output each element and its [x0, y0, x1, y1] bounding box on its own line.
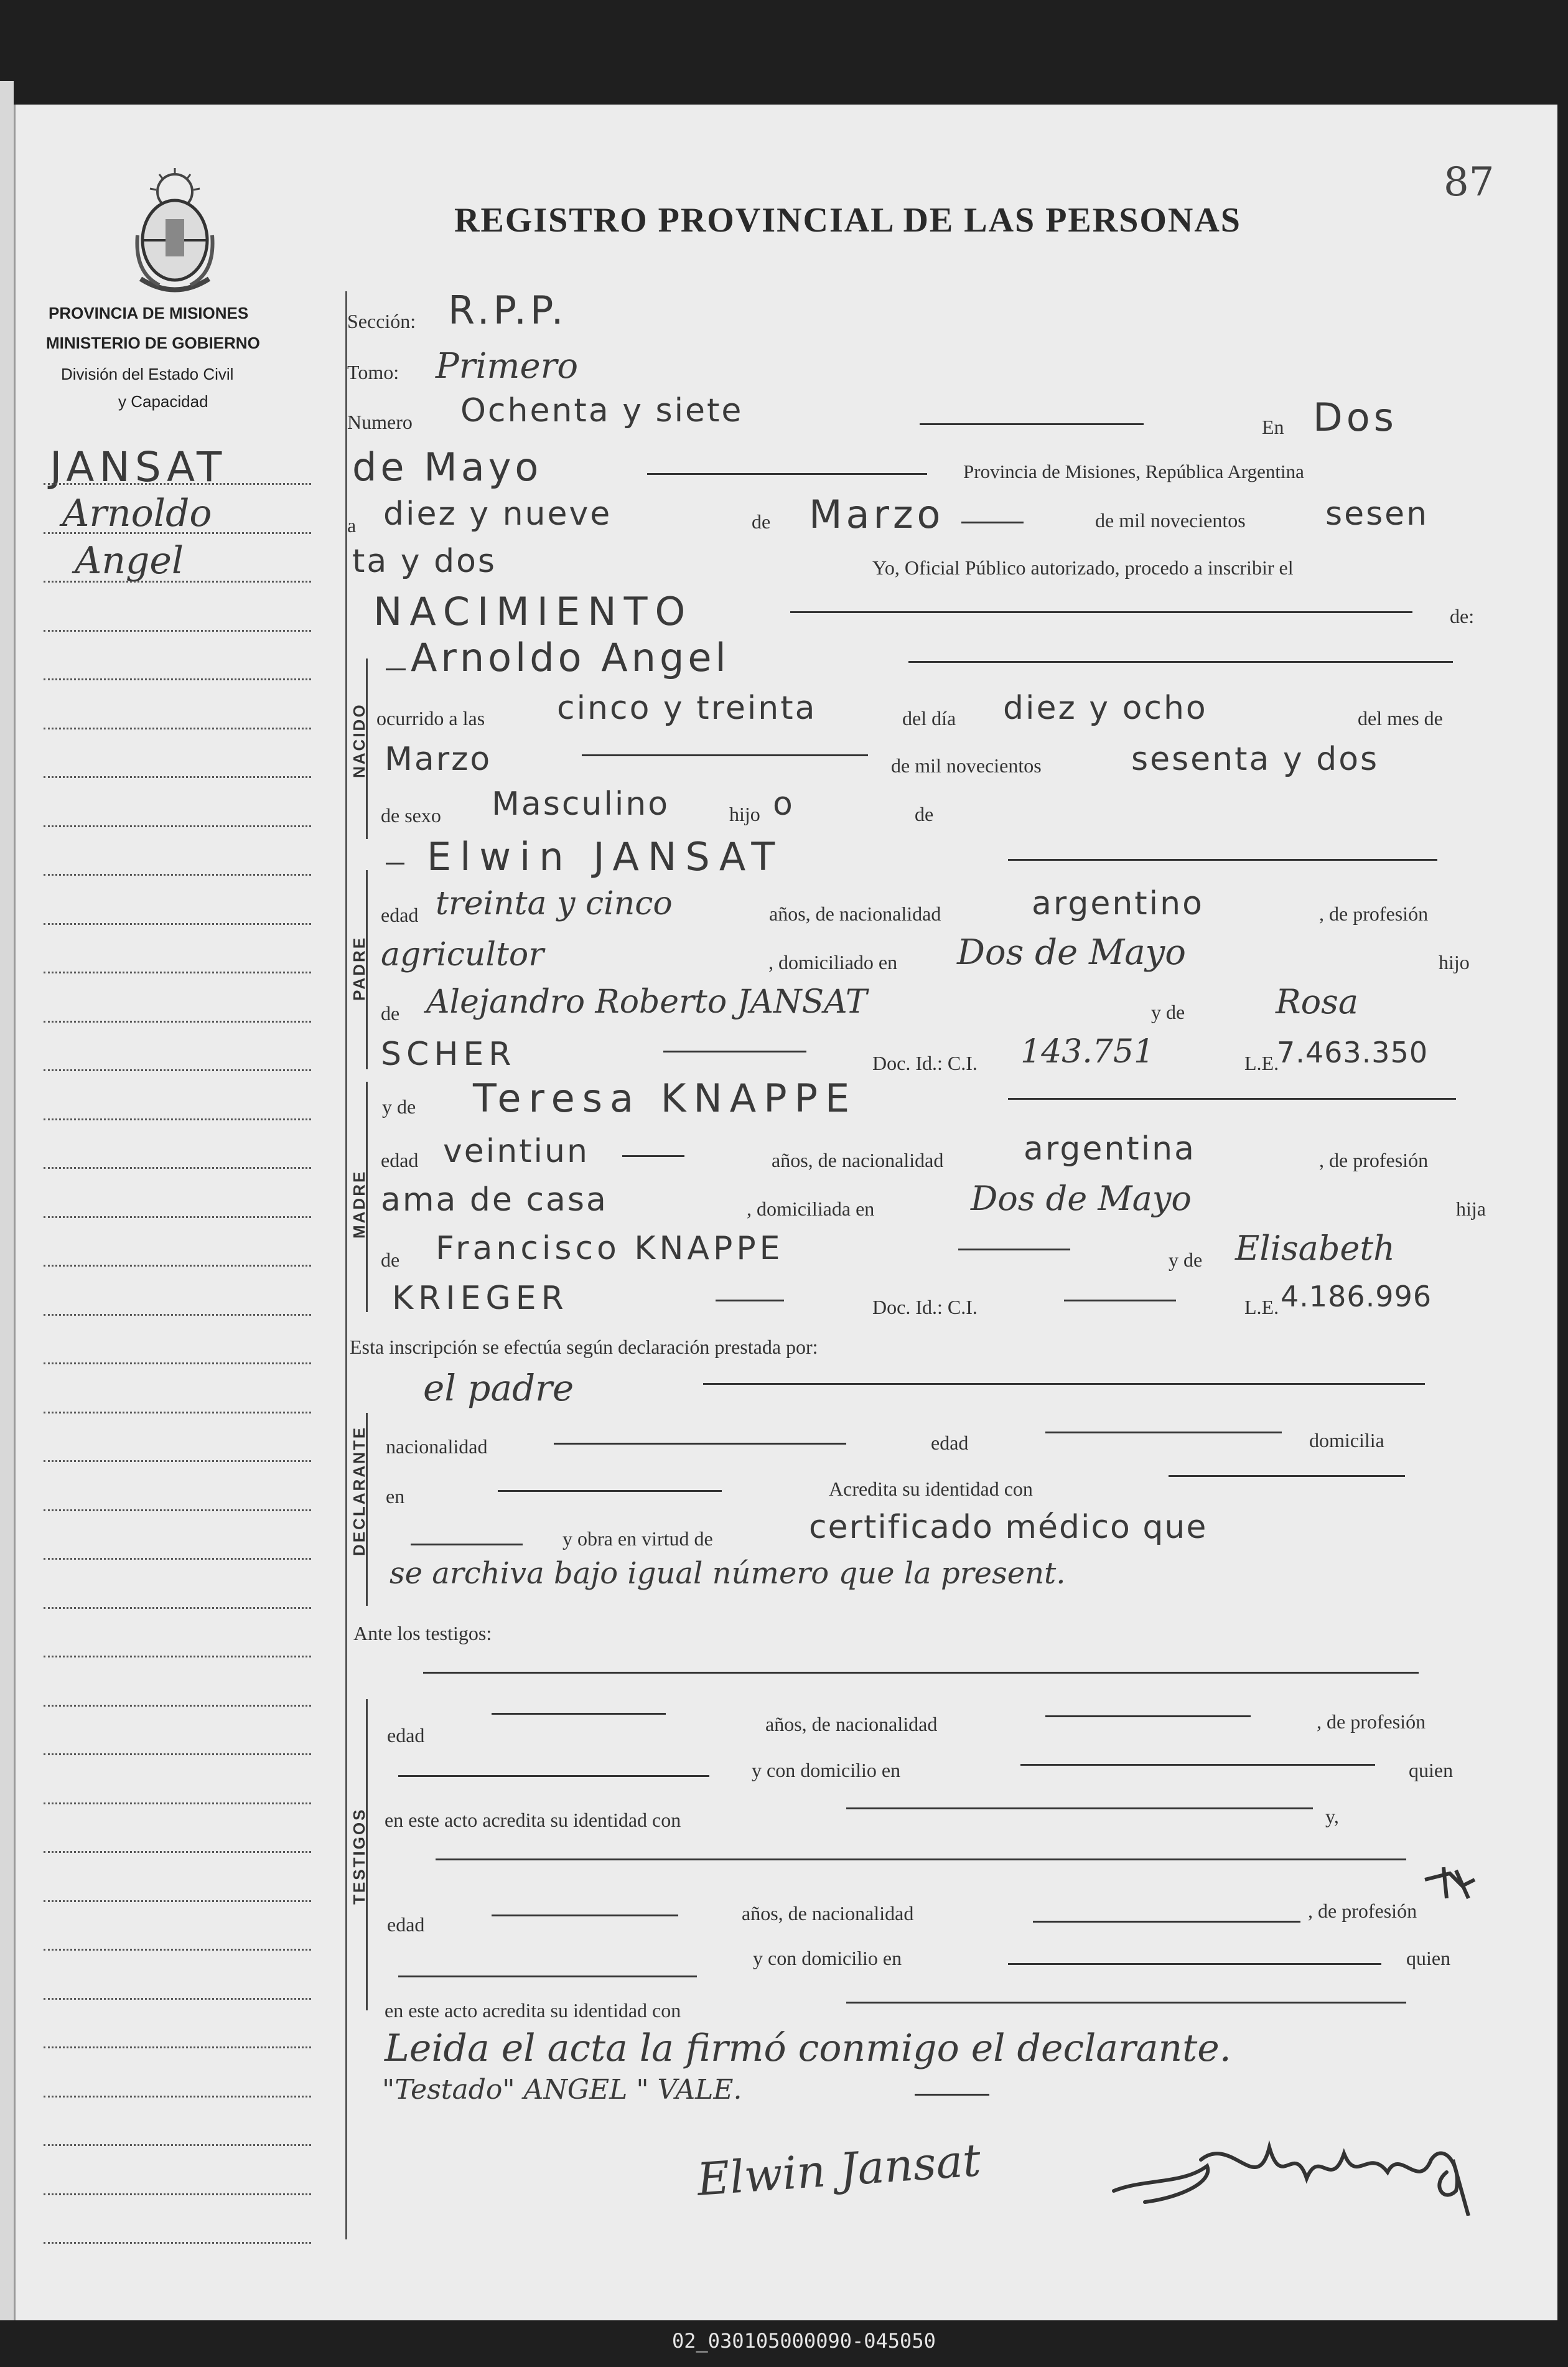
margin-rule	[44, 1558, 311, 1560]
value-nombre: Arnoldo Angel	[411, 635, 730, 680]
label-acredita-t2: en este acto acredita su identidad con	[385, 1999, 681, 2022]
value-abuelo-mat: Francisco KNAPPE	[436, 1230, 784, 1267]
label-anos-nac-t2: años, de nacionalidad	[742, 1902, 914, 1924]
value-seccion: R.P.P.	[448, 288, 567, 333]
value-dia-nac: diez y ocho	[1003, 690, 1208, 727]
label-en-declarante: en	[386, 1485, 405, 1507]
margin-rule	[44, 2144, 311, 2146]
margin-second-name: Angel	[75, 539, 184, 583]
margin-rule	[44, 972, 311, 973]
value-abuela-mat-2: KRIEGER	[392, 1280, 569, 1317]
side-label-testigos: TESTIGOS	[350, 1807, 368, 1905]
margin-rule	[44, 923, 311, 925]
coat-of-arms-emblem	[122, 167, 228, 298]
label-de-3: de	[381, 1002, 400, 1024]
margin-rule	[44, 1705, 311, 1707]
value-padre-nombre: Elwin JANSAT	[427, 834, 784, 879]
value-madre-le: 4.186.996	[1281, 1280, 1432, 1313]
value-declarante: el padre	[423, 1367, 574, 1409]
label-del-mes: del mes de	[1358, 707, 1443, 729]
value-hijo-sufijo: o	[773, 785, 795, 823]
label-anos-nac-t1: años, de nacionalidad	[765, 1713, 938, 1735]
margin-surname: JANSAT	[50, 443, 227, 491]
label-doc-id-ci: Doc. Id.: C.I.	[872, 1052, 978, 1074]
margin-rule	[44, 1460, 311, 1462]
label-de-madre: de	[381, 1249, 400, 1271]
margin-rule	[44, 1802, 311, 1804]
value-padre-ci: 143.751	[1020, 1033, 1155, 1071]
margin-rule	[44, 1265, 311, 1267]
margin-rule	[44, 678, 311, 680]
value-madre-nombre: Teresa KNAPPE	[473, 1076, 857, 1121]
margin-rule	[44, 728, 311, 729]
label-prof-t2: , de profesión	[1308, 1900, 1417, 1922]
label-declaracion: Esta inscripción se efectúa según declaración prestada por:	[350, 1336, 818, 1358]
margin-rule	[44, 1412, 311, 1413]
label-en: En	[1262, 416, 1284, 438]
value-anio-1: sesen	[1325, 495, 1429, 533]
margin-rule	[44, 1607, 311, 1609]
value-madre-dom: Dos de Mayo	[971, 1179, 1192, 1218]
label-con-dom-t1: y con domicilio en	[752, 1759, 901, 1781]
label-le: L.E.	[1244, 1052, 1279, 1074]
label-ante-testigos: Ante los testigos:	[353, 1622, 492, 1644]
value-madre-edad: veintiun	[443, 1133, 589, 1170]
label-yo-oficial: Yo, Oficial Público autorizado, procedo a inscribir el	[872, 556, 1294, 579]
label-de-2: de	[915, 803, 934, 825]
margin-rule	[44, 2242, 311, 2244]
margin-rule	[44, 483, 311, 485]
value-virtud-1: certificado médico que	[809, 1509, 1208, 1546]
label-quien-t1: quien	[1409, 1759, 1454, 1781]
side-label-padre: PADRE	[350, 935, 368, 1001]
value-padre-prof: agricultor	[381, 936, 544, 973]
value-madre-nac: argentina	[1024, 1130, 1196, 1168]
header-division: División del Estado Civil	[61, 365, 234, 383]
value-anio-2: ta y dos	[352, 543, 497, 580]
margin-rule	[44, 1656, 311, 1657]
label-a: a	[347, 514, 357, 537]
margin-divider	[345, 291, 347, 2239]
label-domiciliado-en: , domiciliado en	[768, 951, 898, 973]
value-abuela-mat-1: Elisabeth	[1235, 1229, 1395, 1268]
value-acto: NACIMIENTO	[373, 589, 693, 634]
value-abuela-pat-1: Rosa	[1276, 982, 1359, 1021]
label-anos-nac-madre: años, de nacionalidad	[772, 1149, 944, 1171]
margin-rule	[44, 1900, 311, 1902]
margin-rule	[44, 1216, 311, 1218]
label-acredita-t1: en este acto acredita su identidad con	[385, 1809, 681, 1831]
label-nacionalidad: nacionalidad	[386, 1435, 488, 1458]
signature-declarante: Elwin Jansat	[695, 2134, 982, 2206]
header-division-2: y Capacidad	[118, 392, 208, 411]
value-cierre-1: Leida el acta la firmó conmigo el declarante.	[385, 2027, 1231, 2070]
label-del-dia: del día	[902, 707, 956, 729]
label-y-de: y de	[1151, 1001, 1185, 1023]
margin-rule	[44, 630, 311, 632]
value-cierre-2: "Testado" ANGEL " VALE.	[382, 2074, 742, 2106]
value-madre-prof: ama de casa	[381, 1181, 608, 1219]
label-y-t1: y,	[1325, 1805, 1339, 1827]
footer-document-id: 02_030105000090-045050	[672, 2329, 936, 2353]
label-y-de-madre: y de	[382, 1095, 416, 1118]
previous-page-edge	[0, 81, 14, 2322]
value-en-1: Dos	[1313, 395, 1398, 440]
label-de: de	[752, 510, 771, 533]
value-numero: Ochenta y siete	[460, 392, 744, 429]
margin-rule	[44, 874, 311, 876]
margin-rule	[44, 776, 311, 778]
margin-rule	[44, 1118, 311, 1120]
label-domiciliada-en: , domiciliada en	[747, 1198, 875, 1220]
value-dia-letras: diez y nueve	[383, 495, 612, 533]
label-tomo: Tomo:	[347, 361, 399, 383]
label-edad-declarante: edad	[931, 1432, 969, 1454]
label-acredita: Acredita su identidad con	[829, 1478, 1033, 1500]
margin-given-name: Arnoldo	[62, 492, 212, 535]
side-label-madre: MADRE	[350, 1169, 368, 1239]
margin-rule	[44, 2193, 311, 2195]
label-de-profesion-madre: , de profesión	[1319, 1149, 1429, 1171]
label-edad-t2: edad	[387, 1913, 425, 1936]
label-domicilia: domicilia	[1309, 1429, 1384, 1451]
side-label-declarante: DECLARANTE	[350, 1425, 368, 1556]
margin-rule	[44, 1021, 311, 1023]
page-number: 87	[1444, 159, 1495, 205]
value-hora: cinco y treinta	[557, 690, 817, 727]
label-edad-t1: edad	[387, 1724, 425, 1746]
value-padre-dom: Dos de Mayo	[957, 932, 1187, 973]
value-mes-nac: Marzo	[385, 741, 492, 778]
margin-rule	[44, 1362, 311, 1364]
value-padre-le: 7.463.350	[1277, 1036, 1429, 1069]
margin-rule	[44, 1069, 311, 1071]
value-en-2: de Mayo	[352, 444, 543, 490]
side-label-nacido: NACIDO	[350, 703, 368, 778]
label-provincia: Provincia de Misiones, República Argentina	[963, 461, 1304, 482]
label-obra-virtud: y obra en virtud de	[562, 1527, 713, 1550]
value-virtud-2: se archiva bajo igual número que la present.	[390, 1556, 1066, 1591]
margin-rule	[44, 1753, 311, 1755]
label-ocurrido: ocurrido a las	[376, 707, 485, 729]
label-seccion: Sección:	[347, 310, 416, 332]
label-doc-id-ci-madre: Doc. Id.: C.I.	[872, 1296, 978, 1318]
margin-rule	[44, 825, 311, 827]
value-anio-nac: sesenta y dos	[1131, 741, 1379, 778]
label-de-mil-novecientos: de mil novecientos	[891, 754, 1042, 777]
ink-blot-mark	[1412, 1855, 1487, 1911]
margin-rule	[44, 581, 311, 583]
margin-rule	[44, 1509, 311, 1511]
label-de-profesion: , de profesión	[1319, 902, 1429, 925]
label-numero: Numero	[347, 411, 413, 433]
value-padre-edad: treinta y cinco	[436, 885, 673, 922]
value-sexo: Masculino	[492, 785, 670, 823]
margin-rule	[44, 2096, 311, 2097]
label-de-sexo: de sexo	[381, 804, 441, 827]
margin-rule	[44, 1851, 311, 1853]
margin-rule	[44, 532, 311, 534]
label-hijo-2: hijo	[1439, 951, 1470, 973]
label-y-de-madre-2: y de	[1169, 1249, 1203, 1271]
label-de-colon: de:	[1450, 605, 1475, 627]
label-prof-t1: , de profesión	[1317, 1710, 1426, 1733]
margin-rule	[44, 1314, 311, 1316]
value-mes: Marzo	[809, 492, 945, 537]
margin-rule	[44, 1167, 311, 1169]
header-ministry: MINISTERIO DE GOBIERNO	[46, 334, 260, 352]
label-hijo: hijo	[729, 803, 760, 825]
value-abuela-pat-2: SCHER	[381, 1036, 516, 1073]
label-anos-nac: años, de nacionalidad	[769, 902, 941, 925]
margin-rule	[44, 1998, 311, 2000]
value-tomo: Primero	[436, 346, 579, 387]
label-mil-novecientos: de mil novecientos	[1095, 509, 1246, 532]
value-abuelo-pat: Alejandro Roberto JANSAT	[426, 983, 867, 1021]
margin-rule	[44, 1949, 311, 1951]
value-padre-nac: argentino	[1032, 885, 1204, 922]
signature-oficial	[1108, 2122, 1481, 2216]
label-le-madre: L.E.	[1244, 1296, 1279, 1318]
label-edad-madre: edad	[381, 1149, 419, 1171]
header-province: PROVINCIA DE MISIONES	[49, 304, 249, 322]
margin-rule	[44, 2046, 311, 2048]
label-con-dom-t2: y con domicilio en	[753, 1947, 902, 1969]
document-title: REGISTRO PROVINCIAL DE LAS PERSONAS	[454, 201, 1241, 240]
label-quien-t2: quien	[1406, 1947, 1451, 1969]
label-edad: edad	[381, 904, 419, 926]
label-hija: hija	[1456, 1198, 1486, 1220]
